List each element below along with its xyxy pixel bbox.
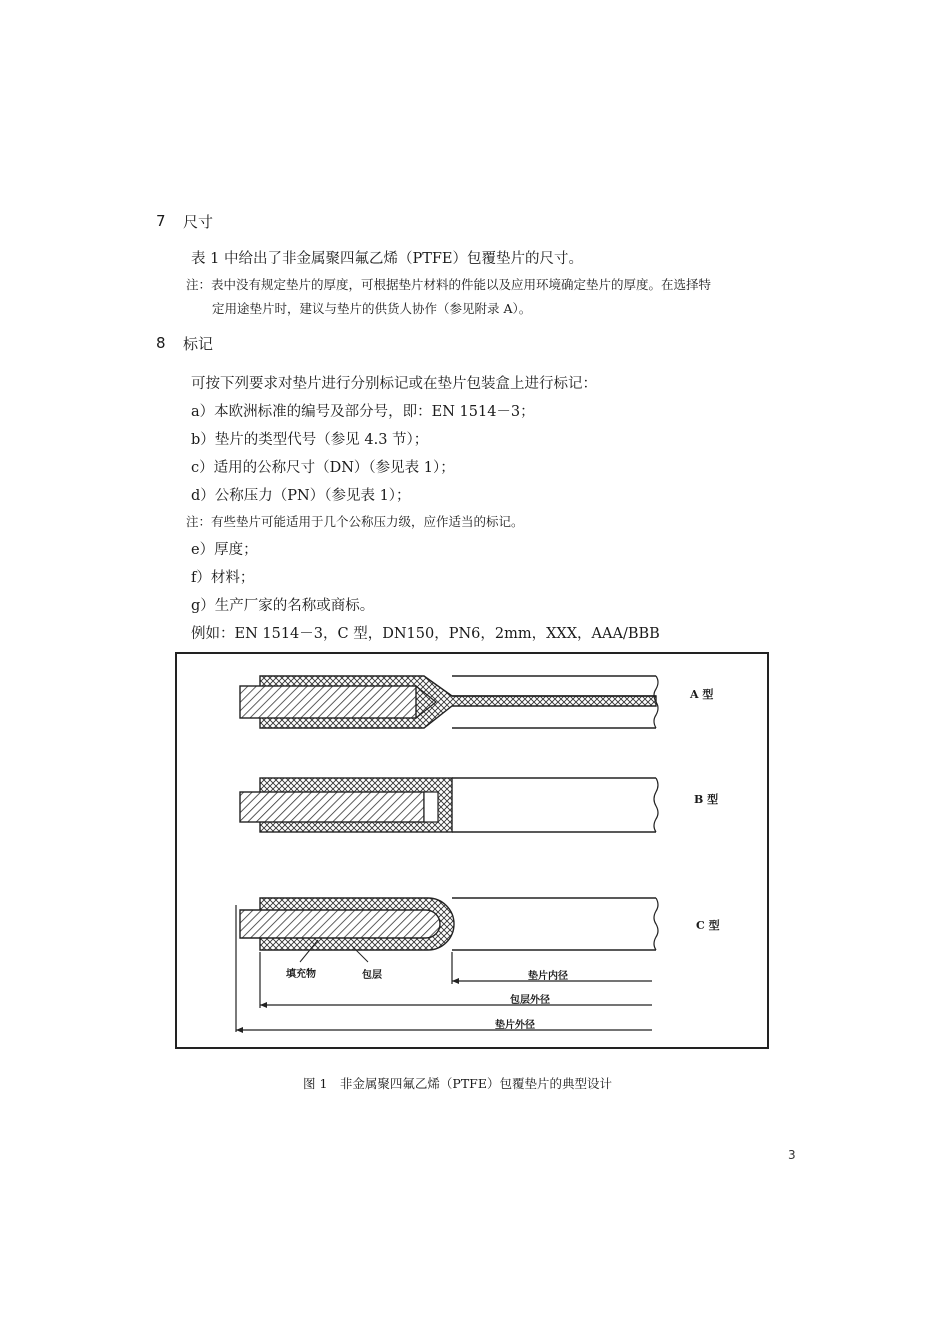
section-7-note-line2: 定用途垫片时，建议与垫片的供货人协作（参见附录 A）。: [212, 301, 532, 316]
page-number: 3: [788, 1148, 796, 1162]
section-8-number: 8: [156, 334, 166, 352]
marking-example: 例如：EN 1514－3，C 型，DN150，PN6，2mm，XXX，AAA/BBB: [191, 626, 660, 642]
list-item-a: a）本欧洲标准的编号及部分号，即：EN 1514－3；: [191, 404, 535, 420]
list-item-g: g）生产厂家的名称或商标。: [191, 598, 375, 614]
section-7-note-line1: 注：表中没有规定垫片的厚度，可根据垫片材料的件能以及应用环境确定垫片的厚度。在选择特: [186, 277, 712, 292]
list-item-e: e）厚度；: [191, 542, 258, 558]
list-item-b: b）垫片的类型代号（参见 4.3 节）；: [191, 432, 429, 448]
type-b-filler: [240, 792, 424, 822]
list-item-d: d）公称压力（PN）（参见表 1）；: [191, 488, 411, 504]
section-8-note: 注：有些垫片可能适用于几个公称压力级，应作适当的标记。: [186, 514, 524, 529]
list-item-f: f）材料；: [191, 570, 255, 586]
label-type-c: C 型: [696, 919, 720, 932]
dim-outer-diameter: 垫片外径: [495, 1020, 535, 1031]
section-7-text: 表 1 中给出了非金属聚四氟乙烯（PTFE）包覆垫片的尺寸。: [191, 251, 584, 267]
label-type-a: A 型: [690, 688, 714, 701]
gasket-type-c: [240, 898, 658, 962]
section-8-intro: 可按下列要求对垫片进行分别标记或在垫片包装盒上进行标记：: [191, 376, 597, 392]
section-7-number: 7: [156, 212, 166, 230]
dim-inner-diameter: 垫片内径: [528, 971, 568, 982]
section-7-title: 尺寸: [183, 213, 214, 231]
type-c-filler: [240, 910, 440, 938]
list-item-c: c）适用的公称尺寸（DN）（参见表 1）；: [191, 460, 455, 476]
label-filler: 填充物: [286, 969, 316, 980]
gasket-type-b: [240, 778, 658, 832]
type-a-filler: [240, 686, 416, 718]
dim-cover-outer-diameter: 包层外径: [510, 995, 550, 1006]
label-type-b: B 型: [694, 793, 719, 806]
gasket-type-a: [240, 676, 658, 728]
label-cover: 包层: [362, 970, 382, 981]
figure-caption: 图 1 非金属聚四氟乙烯（PTFE）包覆垫片的典型设计: [303, 1076, 612, 1091]
section-8-title: 标记: [183, 335, 214, 353]
